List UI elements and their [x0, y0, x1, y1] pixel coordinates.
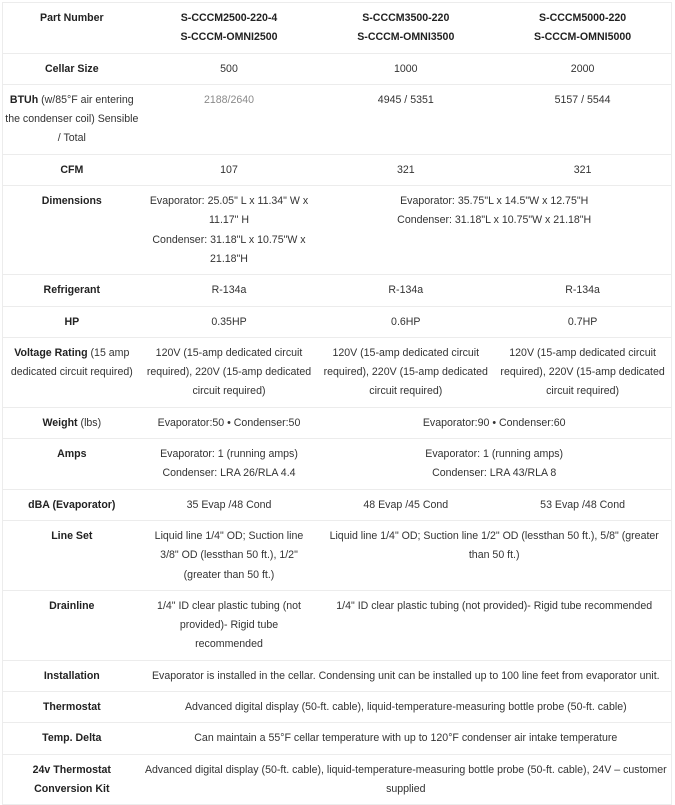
row-label: 24v Thermostat Conversion Kit	[3, 754, 141, 805]
row-dba	[3, 489, 672, 520]
row-temp-delta	[3, 723, 672, 754]
table-cell: 120V (15-amp dedicated circuit required), 220V (15-amp dedicated circuit required)	[494, 337, 671, 407]
row-label: HP	[3, 306, 141, 337]
table-cell: 53 Evap /48 Cond	[494, 489, 671, 520]
table-cell: Evaporator: 1 (running amps) Condenser: LRA 26/RLA 4.4	[141, 439, 318, 490]
table-cell: 5157 / 5544	[494, 84, 671, 154]
part-number-cell: S-CCCM2500-220-4 S-CCCM-OMNI2500	[180, 12, 278, 44]
table-cell: 321	[494, 154, 671, 185]
row-refrigerant	[3, 275, 672, 306]
table-cell: 0.35HP	[141, 306, 318, 337]
row-hp	[3, 306, 672, 337]
row-installation	[3, 660, 672, 691]
table-cell: 1000	[317, 53, 494, 84]
table-cell: 2000	[494, 53, 671, 84]
row-weight	[3, 407, 672, 438]
table-cell: 0.7HP	[494, 306, 671, 337]
table-cell: R-134a	[317, 275, 494, 306]
table-cell: 48 Evap /45 Cond	[317, 489, 494, 520]
row-label: Thermostat	[3, 692, 141, 723]
table-cell: Evaporator: 1 (running amps) Condenser: LRA 43/RLA 8	[317, 439, 671, 490]
row-label: CFM	[3, 154, 141, 185]
specifications-table	[2, 2, 672, 805]
row-label: Line Set	[3, 520, 141, 590]
row-label: dBA (Evaporator)	[3, 489, 141, 520]
row-label: Voltage Rating (15 amp dedicated circuit required)	[3, 337, 141, 407]
table-cell: 321	[317, 154, 494, 185]
row-label: Cellar Size	[3, 53, 141, 84]
table-cell: 1/4" ID clear plastic tubing (not provided)- Rigid tube recommended	[317, 590, 671, 660]
table-cell: Evaporator: 35.75"L x 14.5"W x 12.75"H Condenser: 31.18"L x 10.75"W x 21.18"H	[317, 186, 671, 275]
table-cell: 0.6HP	[317, 306, 494, 337]
table-cell: Liquid line 1/4" OD; Suction line 3/8" OD (lessthan 50 ft.), 1/2" (greater than 50 ft.)	[141, 520, 318, 590]
table-cell: Can maintain a 55°F cellar temperature with up to 120°F condenser air intake temperature	[141, 723, 672, 754]
part-number-cell: S-CCCM5000-220 S-CCCM-OMNI5000	[534, 12, 632, 44]
row-label: Amps	[3, 439, 141, 490]
row-part-number	[3, 3, 672, 54]
table-cell: 500	[141, 53, 318, 84]
row-label: Weight (lbs)	[3, 407, 141, 438]
row-dimensions	[3, 186, 672, 275]
row-24v-thermostat-kit	[3, 754, 672, 805]
table-cell: 35 Evap /48 Cond	[141, 489, 318, 520]
table-cell: Evaporator:50 • Condenser:50	[141, 407, 318, 438]
table-cell: Evaporator:90 • Condenser:60	[317, 407, 671, 438]
row-label: Installation	[3, 660, 141, 691]
row-btuh	[3, 84, 672, 154]
table-cell: R-134a	[141, 275, 318, 306]
row-label: Drainline	[3, 590, 141, 660]
row-label: Refrigerant	[3, 275, 141, 306]
table-cell: 4945 / 5351	[317, 84, 494, 154]
table-cell: 120V (15-amp dedicated circuit required), 220V (15-amp dedicated circuit required)	[141, 337, 318, 407]
table-cell: 2188/2640	[141, 84, 318, 154]
table-cell: 107	[141, 154, 318, 185]
row-label: Dimensions	[3, 186, 141, 275]
table-cell: 1/4" ID clear plastic tubing (not provided)- Rigid tube recommended	[141, 590, 318, 660]
table-cell: Evaporator is installed in the cellar. Condensing unit can be installed up to 100 line feet from evaporator unit.	[141, 660, 672, 691]
row-cellar-size	[3, 53, 672, 84]
row-label: BTUh (w/85°F air entering the condenser coil) Sensible / Total	[3, 84, 141, 154]
row-label: Part Number	[40, 12, 104, 24]
table-cell: Advanced digital display (50-ft. cable), liquid-temperature-measuring bottle probe (50-ft. cable)	[141, 692, 672, 723]
row-label: Temp. Delta	[3, 723, 141, 754]
table-cell: Liquid line 1/4" OD; Suction line 1/2" OD (lessthan 50 ft.), 5/8" (greater than 50 ft.)	[317, 520, 671, 590]
table-cell: Advanced digital display (50-ft. cable), liquid-temperature-measuring bottle probe (50-ft. cable), 24V – customer supplied	[141, 754, 672, 805]
row-voltage-rating	[3, 337, 672, 407]
row-amps	[3, 439, 672, 490]
row-thermostat	[3, 692, 672, 723]
row-line-set	[3, 520, 672, 590]
table-cell: 120V (15-amp dedicated circuit required), 220V (15-amp dedicated circuit required)	[317, 337, 494, 407]
row-drainline	[3, 590, 672, 660]
row-cfm	[3, 154, 672, 185]
part-number-cell: S-CCCM3500-220 S-CCCM-OMNI3500	[357, 12, 455, 44]
table-cell: R-134a	[494, 275, 671, 306]
table-cell: Evaporator: 25.05" L x 11.34" W x 11.17" H Condenser: 31.18"L x 10.75"W x 21.18"H	[141, 186, 318, 275]
